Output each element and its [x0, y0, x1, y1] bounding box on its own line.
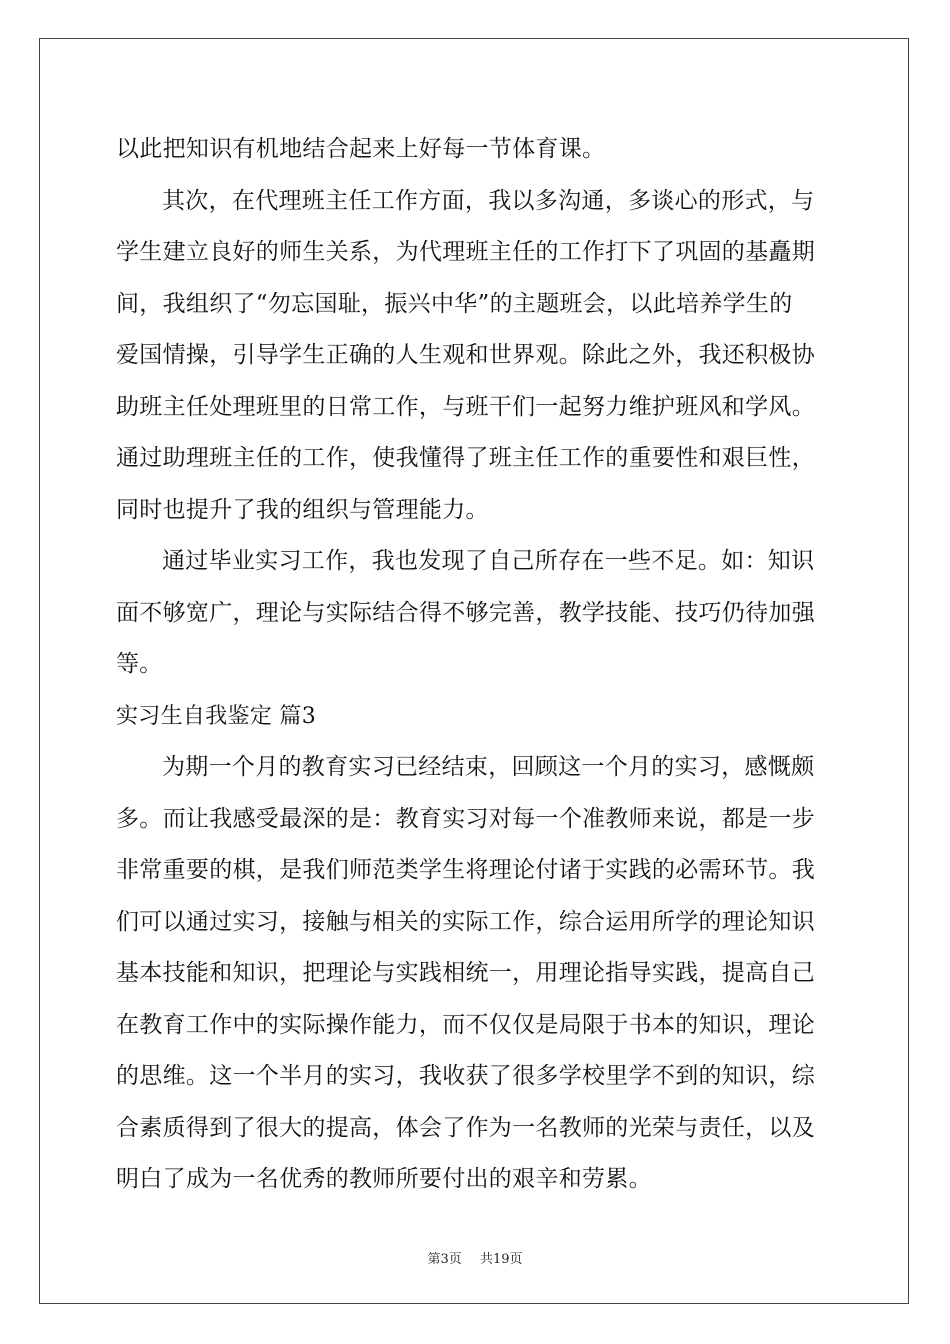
page-number-total: 共19页 [479, 1252, 523, 1267]
paragraph-first-line: 通过毕业实习工作，我也发现了自己所存在一些不足。如：知识 [162, 548, 815, 574]
text-line: 非常重要的棋，是我们师范类学生将理论付诸于实践的必需环节。我 [116, 857, 815, 883]
text-line: 间，我组织了“勿忘国耻，振兴中华”的主题班会，以此培养学生的 [116, 290, 793, 317]
text-line: 同时也提升了我的组织与管理能力。 [116, 496, 489, 523]
text-line: 等。 [116, 651, 163, 677]
text-line: 明白了成为一名优秀的教师所要付出的艰辛和劳累。 [116, 1166, 652, 1192]
text-line: 通过助理班主任的工作，使我懂得了班主任工作的重要性和艰巨性， [116, 445, 815, 471]
text-line: 多。而让我感受最深的是：教育实习对每一个准教师来说，都是一步 [116, 805, 815, 832]
paragraph-first-line: 为期一个月的教育实习已经结束，回顾这一个月的实习，感慨颇 [162, 754, 815, 780]
text-line: 面不够宽广，理论与实际结合得不够完善，教学技能、技巧仍待加强 [116, 599, 815, 626]
text-line: 基本技能和知识，把理论与实践相统一，用理论指导实践，提高自己 [116, 960, 815, 986]
document-body [116, 124, 836, 1206]
page-number-current: 第3页 [427, 1252, 462, 1267]
paragraph-first-line: 其次，在代理班主任工作方面，我以多沟通，多谈心的形式，与 [162, 187, 815, 214]
text-line: 以此把知识有机地结合起来上好每一节体育课。 [116, 136, 606, 162]
text-line: 爱国情操，引导学生正确的人生观和世界观。除此之外，我还积极协 [116, 342, 815, 368]
text-line: 在教育工作中的实际操作能力，而不仅仅是局限于书本的知识，理论 [116, 1011, 815, 1038]
text-line: 的思维。这一个半月的实习，我收获了很多学校里学不到的知识，综 [116, 1063, 815, 1089]
text-line: 们可以通过实习，接触与相关的实际工作，综合运用所学的理论知识 [116, 908, 815, 935]
page-footer [0, 1248, 950, 1267]
text-line: 学生建立良好的师生关系，为代理班主任的工作打下了巩固的基矗期 [116, 239, 815, 265]
section-heading: 实习生自我鉴定 篇3 [116, 703, 316, 729]
text-line: 合素质得到了很大的提高，体会了作为一名教师的光荣与责任，以及 [116, 1114, 815, 1141]
text-line: 助班主任处理班里的日常工作，与班干们一起努力维护班风和学风。 [116, 393, 815, 420]
